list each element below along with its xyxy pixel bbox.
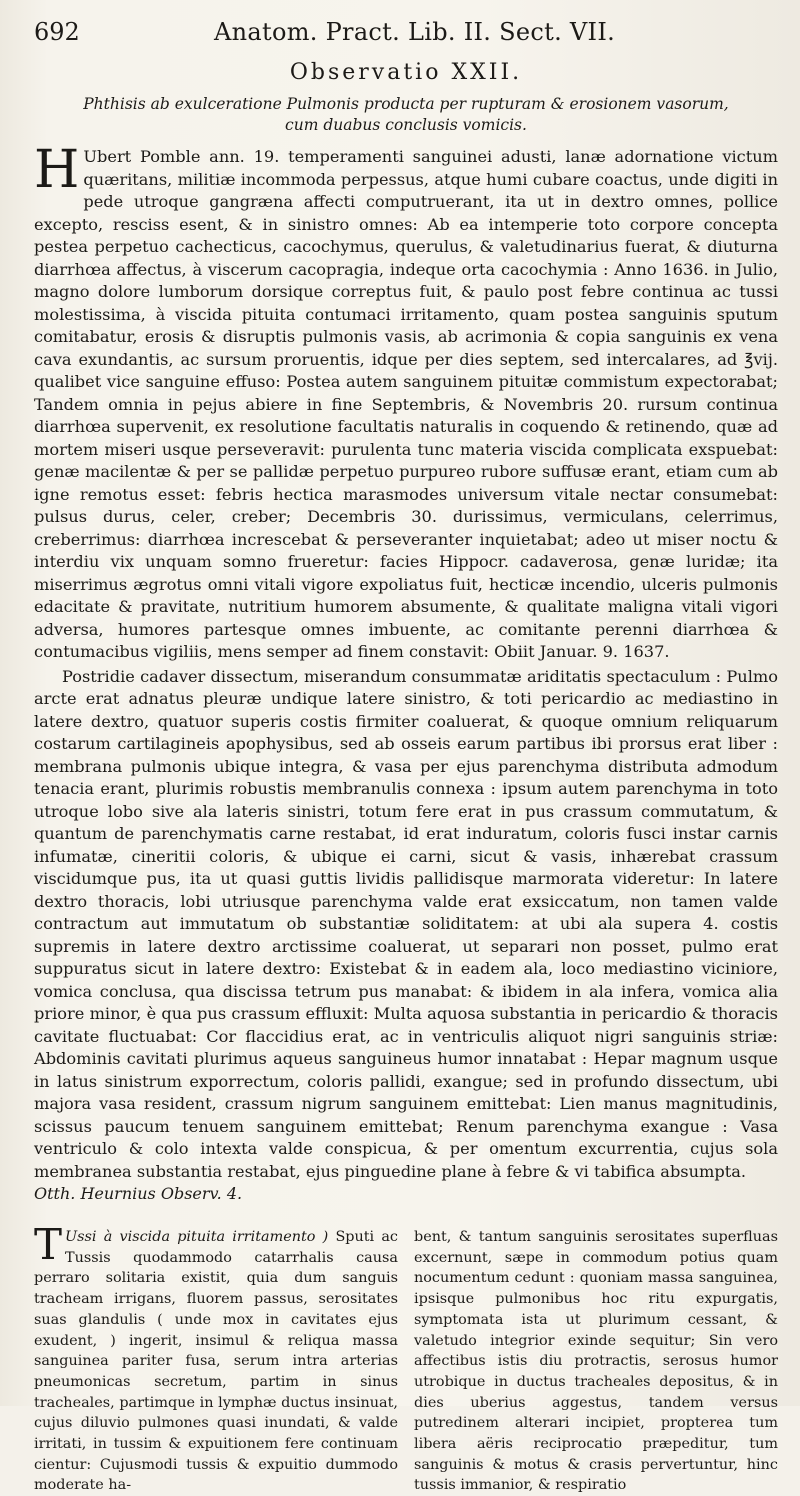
observation-subtitle: [34, 94, 778, 136]
dissection-paragraph: Postridie cadaver dissectum, miserandum consummatæ ariditatis spectaculum : Pulmo arcte erat adnatus pleuræ undique latere sinistro, & toti pericardio ac mediastino in latere dextro, quatuor superis costis firmiter coaluerat, & quoque omnium reliquarum costarum cartilagineis apophysibus, sed ab osseis earum partibus ibi prorsus erat liber : membrana pulmonis ubique integra, & vasa per ejus parenchyma distributa admodum tenacia erant, plurimis robustis membranulis connexa : ipsum autem parenchyma in toto utroque lobo sive ala lateris sinistri, totum fere erat in pus crassum commutatum, & quantum de parenchymatis carne restabat, id erat induratum, coloris fusci instar carnis infumatæ, cineritii coloris, & ubique ei carni, sicut & vasis, inhærebat crassum viscidumque pus, ita ut quasi guttis lividis pallidisque marmorata videretur: In latere dextro thoracis, lobi utriusque parenchyma valde erat exsiccatum, non tamen valde contractum aut immutatum ob substantiæ soliditatem: at ubi ala supera 4. costis supremis in latere dextro arctissime coaluerat, ut separari non posset, pulmo erat suppuratus sicut in latere dextro: Existebat & in eadem ala, loco mediastino viciniore, vomica conclusa, qua discissa tetrum pus manabat: & ibidem in ala infera, vomica alia priore minor, è qua pus crassum effluxit: Multa aquosa substantia in pericardio & thoracis cavitate fluctuabat: Cor flaccidius erat, ac in ventriculis aliquot nigri sanguinis striæ: Abdominis cavitati plurimus aqueus sanguineus humor innatabat : Hepar magnum usque in latus sinistrum exporrectum, coloris pallidi, exangue; sed in profundo dissectum, ubi majora vasa resident, crassum nigrum sanguinem emittebat: Lien manus magnitudinis, scissus paucum tenuem sanguinem emittebat; Renum parenchyma exangue : Vasa ventriculo & colo intexta valde conspicua, & per omentum excurrentia, cujus sola membranea substantia restabat, ejus pinguedine plane à febre & vi tabifica absumpta.: [34, 666, 778, 1181]
subtitle-line-1: Phthisis ab exulceratione Pulmonis producta per rupturam & erosionem vasorum,: [83, 95, 729, 113]
subtitle-line-2: cum duabus conclusis vomicis.: [285, 116, 527, 134]
observation-body: [34, 140, 778, 1205]
running-title: Anatom. Pract. Lib. II. Sect. VII.: [214, 18, 616, 46]
annotation-left-column: [34, 1220, 398, 1496]
drop-initial: H: [34, 140, 80, 200]
observation-title: Observatio XXII.: [289, 60, 523, 85]
case-history-text: Ubert Pomble ann. 19. temperamenti sanguinei adusti, lanæ adornatione victum quæritans, militiæ incommoda perpessus, atque humi cubare coactus, unde digiti in pede utroque gangræna affecti computruerant, ita ut in dextro omnes, pollice excepto, resciss esent, & in sinistro omnes: Ab ea intemperie toto corpore concepta pestea perpetuo cachecticus, cacochymus, querulus, & valetudinarius fuerat, & diuturna diarrhœa affectus, à viscerum cacopragia, indeque orta cacochymia : Anno 1636. in Julio, magno dolore lumborum dorsique correptus fuit, & paulo post febre continua ac tussi molestissima, à viscida pituita contumaci irritamento, quam postea sanguinis sputum comitabatur, erosis & disruptis pulmonis vasis, ab acrimonia & copia sanguinis ex vena cava exundantis, ac sursum proruentis, idque per dies septem, sed intercalares, ad ℥vij. qualibet vice sanguine effuso: Postea autem sanguinem pituitæ commistum expectorabat; Tandem omnia in pejus abiere in fine Septembris, & Novembris 20. rursum continua diarrhœa supervenit, ex resolutione facultatis naturalis in coquendo & retinendo, quæ ad mortem miseri usque perseveravit: purulenta tunc materia viscida complicata exspuebat: genæ macilentæ & per se pallidæ perpetuo purpureo rubore suffusæ erant, etiam cum ab igne remotus esset: febris hectica marasmodes universum vitale nectar consumebat: pulsus durus, celer, creber; Decembris 30. durissimus, vermiculans, celerrimus, creberrimus: diarrhœa increscebat & perseveranter inquietabat; adeo ut miser noctu & interdiu vix unquam somno frueretur: facies Hippocr. cadaverosa, genæ luridæ; ita miserrimus ægrotus omni vitali vigore expoliatus fuit, hecticæ incendio, ulceris pulmonis edacitate & pravitate, nutritium humorem absumente, & qualitate maligna vitali vigori adversa, humores partesque omnes imbuente, ac comitante perenni diarrhœa & contumacibus vigiliis, mens semper ad finem constavit: Obiit Januar. 9. 1637.: [34, 147, 778, 661]
annotation-lemma: Ussi à viscida pituita irritamento ): [65, 1229, 329, 1245]
running-head: [34, 18, 778, 46]
source-citation: Otth. Heurnius Observ. 4.: [34, 1184, 243, 1203]
annotation-left-text: Sputi ac Tussis quodammodo catarrhalis causa perraro solitaria existit, quia dum sanguis tracheam irrigans, fluorem passus, serositates suas glandulis ( unde mox in cavitates ejus exudent, ) ingerit, insimul & reliqua massa sanguinea pariter fusa, serum intra arterias pneumonicas secretum, partim in sinus tracheales, partimque in lymphæ ductus insinuat, cujus diluvio pulmones quasi inundati, & valde irritati, in tussim & expuitionem fere continuam cientur: Cujusmodi tussis & expuitio dummodo moderate ha-: [34, 1229, 398, 1494]
annotation-right-text: bent, & tantum sanguinis serositates superfluas excernunt, sæpe in commodum potius quam nocumentum cedunt : quoniam massa sanguinea, ipsisque pulmonibus hoc ritu expurgatis, symptomata ista ut plurimum cessant, & valetudo integrior exinde sequitur; Sin vero affectibus istis diu protractis, serosus humor utrobique in ductus tracheales depositus, & in dies uberius aggestus, tandem versus putredinem alterari incipiet, propterea tum libera aëris reciprocatio præpeditur, tum sanguinis & motus & crasis pervertuntur, hinc tussis immanior, & respiratio: [414, 1229, 778, 1494]
case-history-paragraph: [34, 140, 778, 664]
annotation-columns: [34, 1220, 778, 1496]
page-number: 692: [34, 18, 80, 46]
annotation-drop-initial: T: [34, 1220, 63, 1269]
annotation-right-column: [414, 1227, 778, 1496]
